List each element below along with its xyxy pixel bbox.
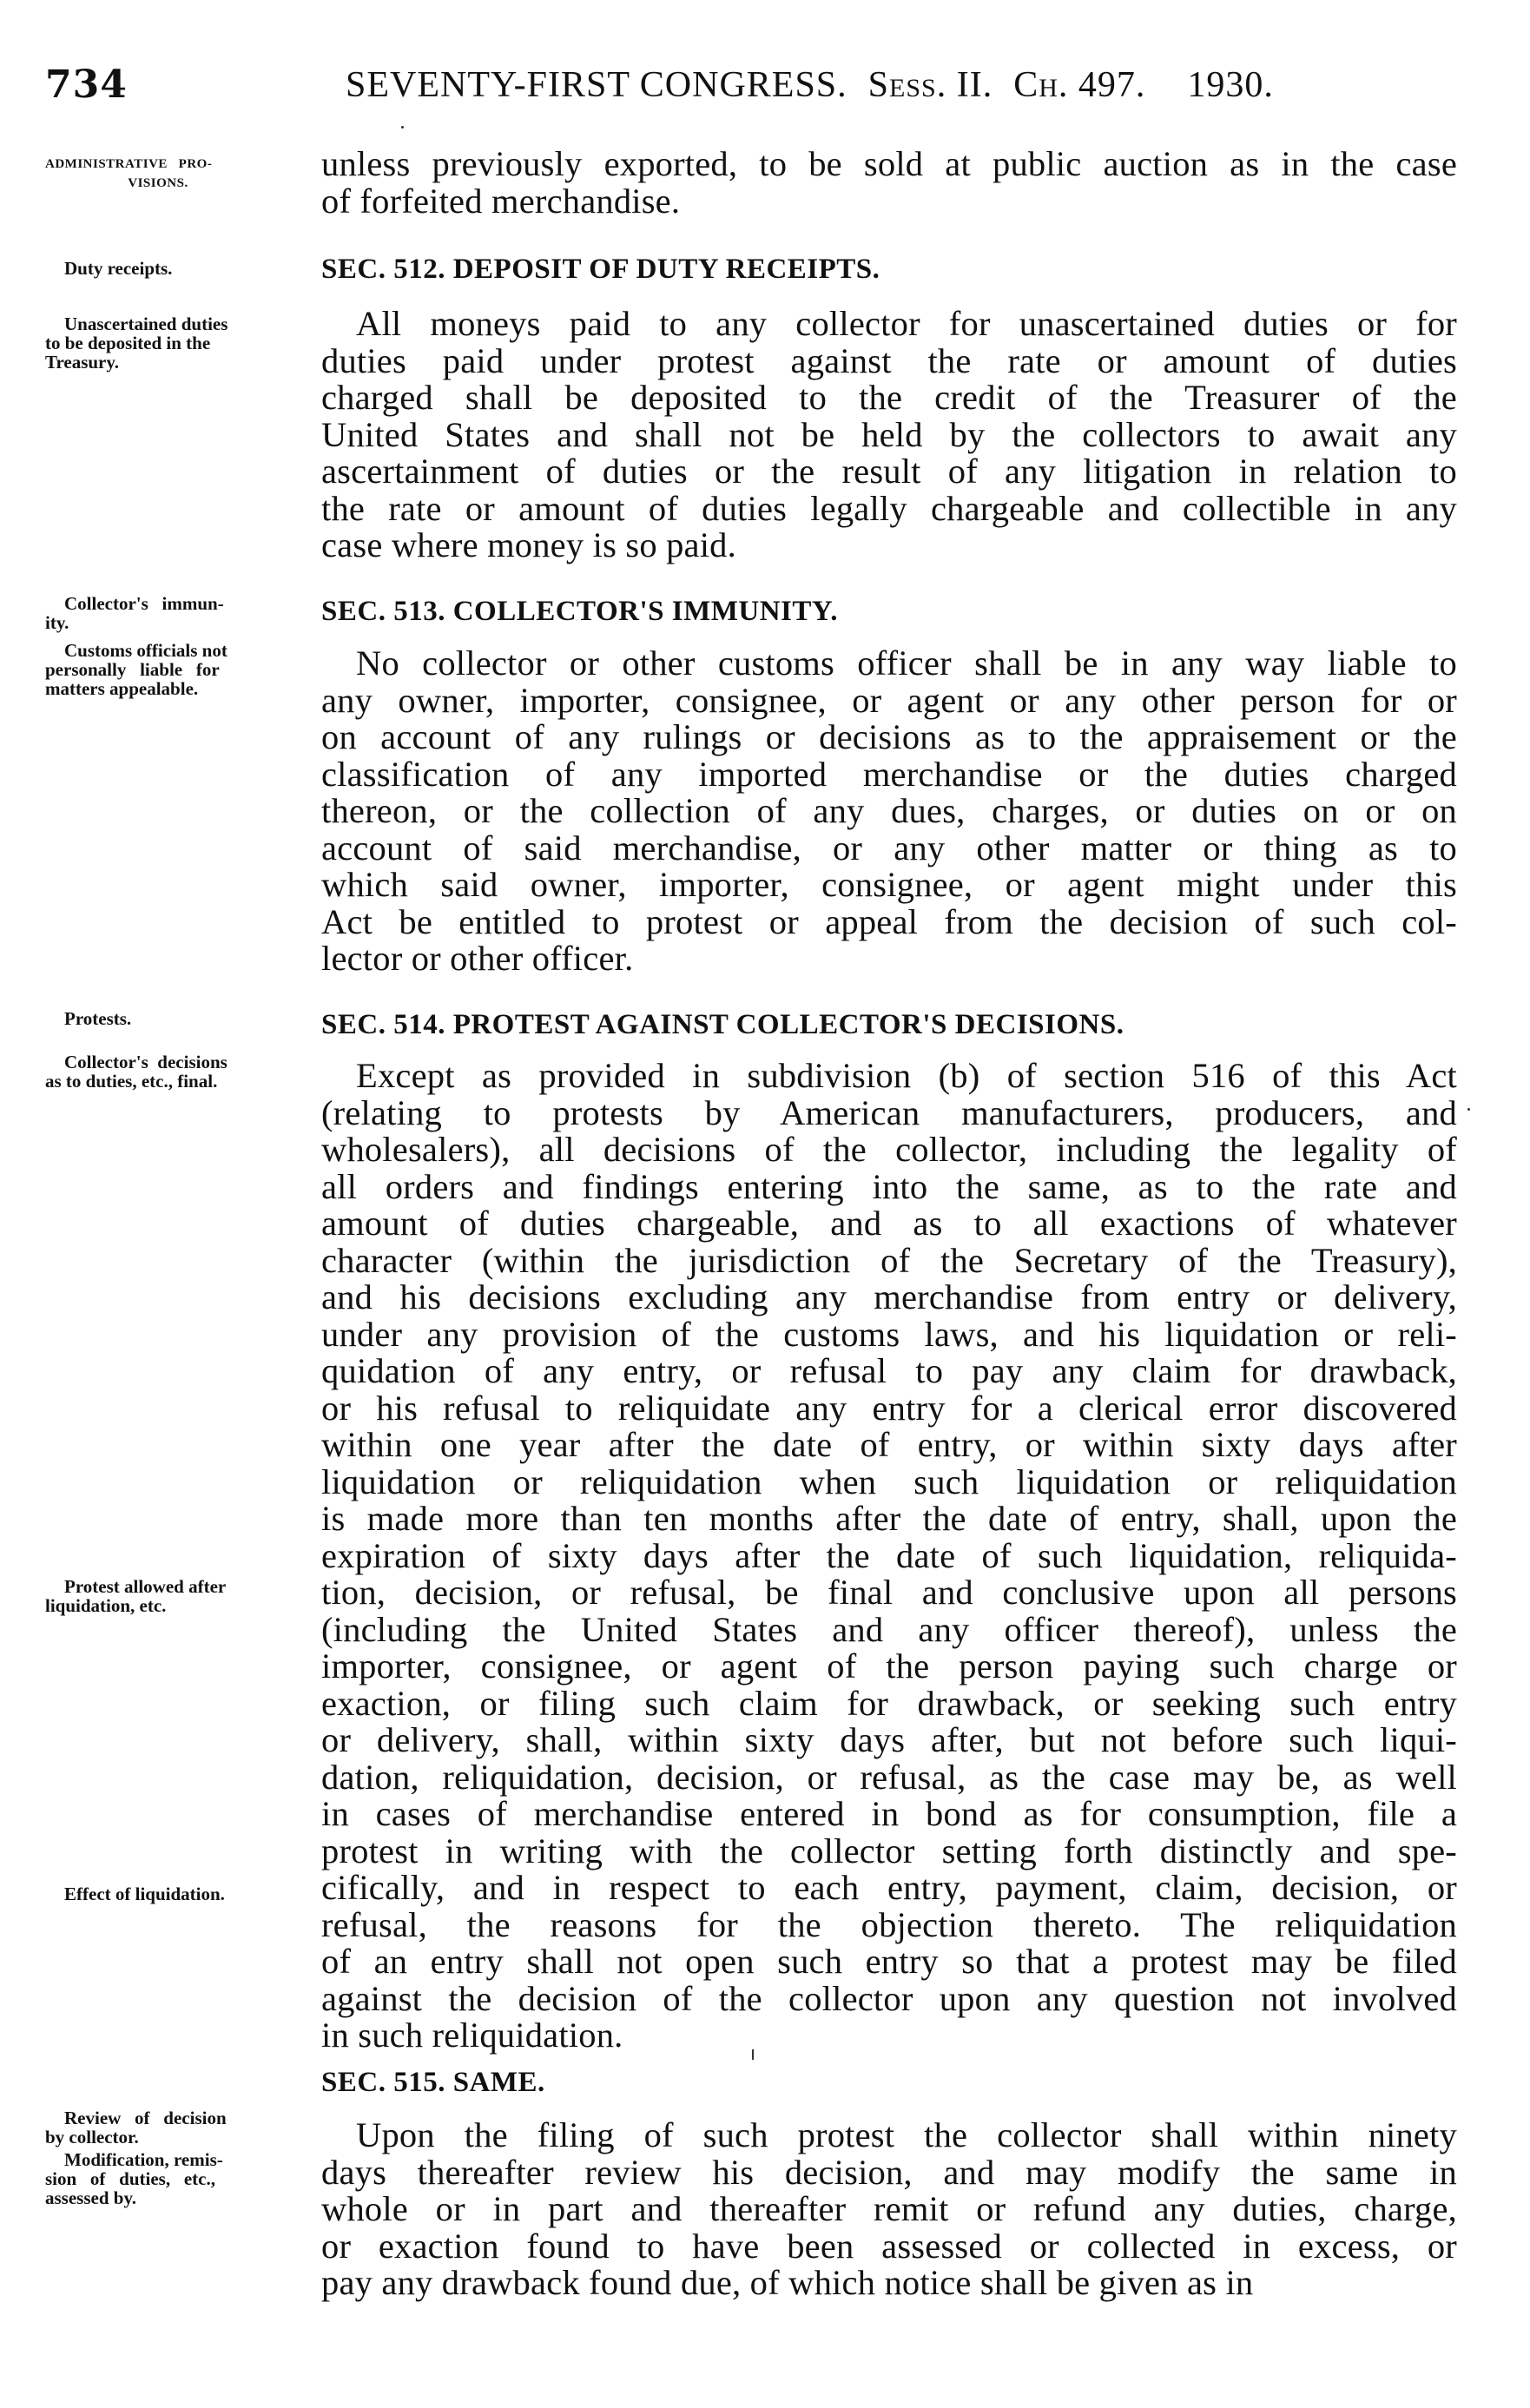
margin-note-customs-officials: Customs officials not personally liable for matters appealable.: [45, 640, 228, 699]
text-line: amount of duties chargeable, and as to all exactions of whatever: [321, 1204, 1457, 1243]
text-line: is made more than ten months after the date of entry, shall, upon the: [321, 1499, 1457, 1538]
text-line: unless previously exported, to be sold at public auction as in the case: [321, 144, 1457, 183]
text-line: charged shall be deposited to the credit of the Treasurer of the: [321, 378, 1457, 417]
year: 1930.: [1187, 65, 1274, 105]
margin-note-unascertained-duties: Unascertained duties to be deposited in the Treasury.: [45, 313, 228, 373]
margin-note-collectors-decisions: Collector's decisions as to duties, etc., final.: [45, 1052, 228, 1092]
text-line: within one year after the date of entry, or within sixty days after: [321, 1425, 1457, 1464]
text-line: importer, consignee, or agent of the person paying such charge or: [321, 1646, 1457, 1686]
text-line: pay any drawback found due, of which notice shall be given as in: [321, 2263, 1254, 2302]
text-line: lector or other officer.: [321, 939, 634, 978]
section-513-heading: SEC. 513. COLLECTOR'S IMMUNITY.: [321, 596, 838, 627]
text-line: or exaction found to have been assessed or collected in excess, or: [321, 2226, 1457, 2266]
text-line: in cases of merchandise entered in bond as for consumption, file a: [321, 1794, 1457, 1833]
text-line: No collector or other customs officer shall be in any way liable to: [356, 643, 1457, 683]
text-line: of an entry shall not open such entry so that a protest may be filed: [321, 1942, 1457, 1981]
margin-note-review-of-decision: Review of decision by collector.: [45, 2108, 227, 2147]
text-line: Act be entitled to protest or appeal from the decision of such col-: [321, 901, 1457, 941]
text-line: tion, decision, or refusal, be final and conclusive upon all persons: [321, 1573, 1457, 1612]
text-line: wholesalers), all decisions of the collector, including the legality of: [321, 1130, 1457, 1169]
text-line: duties paid under protest against the rate or amount of duties: [321, 340, 1457, 380]
text-line: Upon the filing of such protest the collector shall within ninety: [356, 2115, 1457, 2154]
text-line: expiration of sixty days after the date of such liquidation, reliquida-: [321, 1535, 1457, 1575]
text-line: which said owner, importer, consignee, or agent might under this: [321, 865, 1457, 904]
text-line: protest in writing with the collector setting forth distinctly and spe-: [321, 1831, 1457, 1870]
text-line: Except as provided in subdivision (b) of section 516 of this Act: [356, 1056, 1457, 1095]
margin-note-effect-of-liquidation: Effect of liquidation.: [64, 1884, 225, 1904]
margin-note-protest-allowed: Protest allowed after liquidation, etc.: [45, 1576, 227, 1616]
text-line: refusal, the reasons for the objection thereto. The reliquidation: [321, 1904, 1457, 1944]
text-line: whole or in part and thereafter remit or refund any duties, charge,: [321, 2189, 1457, 2228]
text-line: character (within the jurisdiction of the Secretary of the Treasury),: [321, 1240, 1457, 1280]
scan-speck: [1467, 1108, 1470, 1111]
section-512-paragraph: [321, 306, 1457, 564]
continuation-paragraph: [321, 146, 1457, 220]
text-line: all orders and findings entering into the same, as to the rate and: [321, 1166, 1457, 1206]
margin-note-duty-receipts: Duty receipts.: [64, 258, 173, 279]
session-label: SESS. II.: [867, 65, 993, 105]
text-line: account of said merchandise, or any other matter or thing as to: [321, 828, 1457, 868]
scan-speck: [752, 2049, 754, 2060]
text-line: any owner, importer, consignee, or agent or any other person for or: [321, 680, 1457, 720]
text-line: days thereafter review his decision, and may modify the same in: [321, 2152, 1457, 2192]
text-line: cifically, and in respect to each entry, payment, claim, decision, or: [321, 1868, 1457, 1907]
margin-note-protests: Protests.: [64, 1008, 132, 1029]
text-line: or delivery, shall, within sixty days after, but not before such liqui-: [321, 1720, 1457, 1759]
section-513-paragraph: [321, 645, 1457, 978]
text-line: ascertainment of duties or the result of any litigation in relation to: [321, 452, 1457, 491]
text-line: thereon, or the collection of any dues, charges, or duties on or on: [321, 791, 1457, 830]
text-line: All moneys paid to any collector for unascertained duties or for: [356, 304, 1457, 343]
section-515-heading: SEC. 515. SAME.: [321, 2067, 545, 2098]
text-line: or his refusal to reliquidate any entry for a clerical error discovered: [321, 1388, 1457, 1428]
margin-note-administrative-provisions: ADMINISTRATIVE PRO- VISIONS.: [45, 157, 213, 190]
section-515-paragraph: [321, 2117, 1457, 2302]
margin-note-modification-remission: Modification, remis- sion of duties, etc., assessed by.: [45, 2149, 223, 2208]
text-line: (relating to protests by American manufacturers, producers, and: [321, 1092, 1457, 1132]
section-514-heading: SEC. 514. PROTEST AGAINST COLLECTOR'S DECISIONS.: [321, 1009, 1124, 1040]
text-line: and his decisions excluding any merchandise from entry or delivery,: [321, 1277, 1457, 1316]
text-line: in such reliquidation.: [321, 2015, 623, 2055]
text-line: exaction, or filing such claim for drawback, or seeking such entry: [321, 1683, 1457, 1723]
page-number: 734: [45, 63, 128, 107]
text-line: United States and shall not be held by the collectors to await any: [321, 414, 1457, 454]
running-title: [346, 64, 1274, 106]
text-line: liquidation or reliquidation when such liquidation or reliquidation: [321, 1461, 1457, 1501]
text-line: against the decision of the collector upon any question not involved: [321, 1978, 1457, 2018]
text-line: quidation of any entry, or refusal to pay any claim for drawback,: [321, 1351, 1457, 1390]
text-line: under any provision of the customs laws, and his liquidation or reli-: [321, 1314, 1457, 1354]
text-line: dation, reliquidation, decision, or refusal, as the case may be, as well: [321, 1757, 1457, 1797]
text-line: of forfeited merchandise.: [321, 181, 681, 221]
section-512-heading: SEC. 512. DEPOSIT OF DUTY RECEIPTS.: [321, 254, 880, 285]
running-header: [0, 63, 1530, 115]
text-line: classification of any imported merchandise or the duties charged: [321, 754, 1457, 794]
congress-name: SEVENTY-FIRST CONGRESS.: [346, 65, 847, 105]
chapter-label: CH. 497.: [1013, 65, 1146, 105]
scan-speck: [401, 126, 404, 129]
text-line: the rate or amount of duties legally chargeable and collectible in any: [321, 488, 1457, 528]
text-line: on account of any rulings or decisions as to the appraisement or the: [321, 717, 1457, 756]
text-line: (including the United States and any officer thereof), unless the: [321, 1609, 1457, 1649]
section-514-paragraph: [321, 1058, 1457, 2055]
margin-note-collectors-immunity: Collector's immun- ity.: [45, 593, 224, 633]
text-line: case where money is so paid.: [321, 525, 736, 564]
